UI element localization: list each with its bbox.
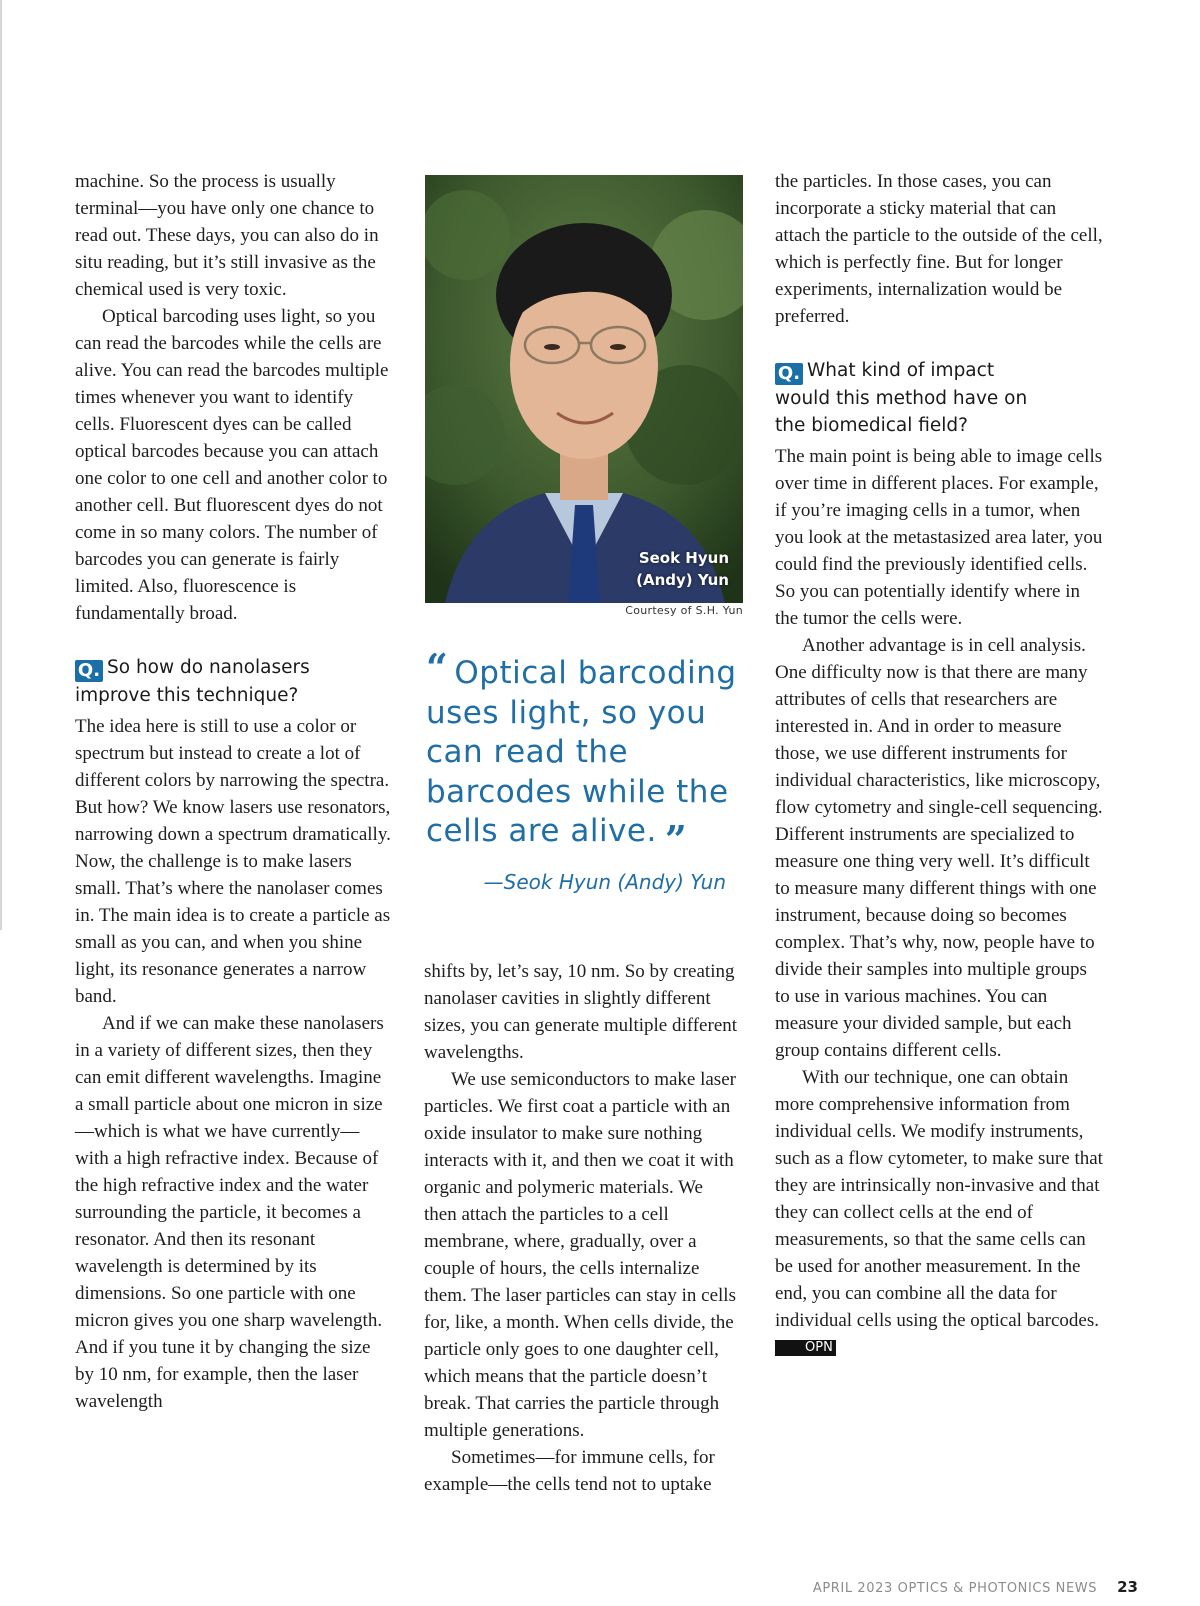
paragraph: Another advantage is in cell analysis. One difficulty now is that there are many attributes of cells that researchers are interested in. And in order to measure those, we use different instruments for individual characteristics, like microscopy, flow cytometry and single-cell sequencing. Different instruments are specialized to measure one thing very well. It’s difficult to measure many different things with one instrument, because doing so becomes complex. That’s why, now, people have to divide their samples into multiple groups to use in various machines. You can measure your divided sample, but each group contains different cells. bbox=[775, 635, 1103, 1061]
page-number: 23 bbox=[1117, 1578, 1138, 1596]
pull-quote bbox=[426, 645, 746, 862]
article-column-3 bbox=[775, 168, 1105, 1361]
paragraph: The main point is being able to image cells over time in different places. For example, if you’re imaging cells in a tumor, when you look at the metastasized area later, you could find the previously identified cells. So you can potentially identify where in the tumor the cells were. bbox=[775, 446, 1103, 629]
question-text: So how do nanolasers improve this technique? bbox=[75, 657, 310, 706]
q-badge-icon: Q. bbox=[775, 363, 803, 385]
footer-text: APRIL 2023 OPTICS & PHOTONICS NEWS bbox=[812, 1581, 1098, 1596]
page-gutter-line bbox=[0, 0, 2, 930]
photo-caption-name: Seok Hyun (Andy) Yun bbox=[636, 549, 729, 589]
photo-credit: Courtesy of S.H. Yun bbox=[625, 604, 743, 617]
paragraph bbox=[775, 1064, 1105, 1361]
paragraph: the particles. In those cases, you can incorporate a sticky material that can attach the particle to the outside of the cell, which is perfectly fine. But for longer experiments, internalization would be preferred. bbox=[775, 171, 1103, 327]
portrait-photo bbox=[425, 175, 743, 603]
paragraph: machine. So the process is usually terminal—you have only one chance to read out. These days, you can also do in situ reading, but it’s still invasive as the chemical used is very toxic. bbox=[75, 171, 379, 300]
question-heading bbox=[75, 654, 393, 709]
q-badge-icon: Q. bbox=[75, 660, 103, 682]
paragraph: The idea here is still to use a color or spectrum but instead to create a lot of different colors by narrowing the spectra. But how? We know lasers use resonators, narrowing down a spectrum dramatically. Now, the challenge is to make lasers small. That’s where the nanolaser comes in. The main idea is to create a particle as small as you can, and when you shine light, its resonance generates a narrow band. bbox=[75, 716, 391, 1007]
pull-quote-text: Optical barcoding uses light, so you can read the barcodes while the cells are alive. bbox=[426, 655, 737, 849]
question-text: What kind of impact would this method have on the biomedical field? bbox=[775, 360, 1028, 436]
close-quote-icon: ” bbox=[664, 817, 688, 862]
page-footer bbox=[813, 1578, 1138, 1596]
pull-quote-attribution: —Seok Hyun (Andy) Yun bbox=[483, 870, 726, 894]
question-heading bbox=[775, 357, 1105, 439]
opn-end-mark: OPN bbox=[775, 1340, 836, 1356]
paragraph: shifts by, let’s say, 10 nm. So by creating nanolaser cavities in slightly different sizes, you can generate multiple different wavelengths. bbox=[424, 961, 738, 1063]
paragraph: Optical barcoding uses light, so you can read the barcodes while the cells are alive. You can read the barcodes multiple times whenever you want to identify cells. Fluorescent dyes can be called optical barcodes because you can attach one color to one cell and another color to another cell. But fluorescent dyes do not come in so many colors. The number of barcodes you can generate is fairly limited. Also, fluorescence is fundamentally broad. bbox=[75, 306, 389, 624]
article-column-1 bbox=[75, 168, 393, 1415]
portrait-illustration bbox=[425, 175, 743, 603]
paragraph: And if we can make these nanolasers in a variety of different sizes, then they can emit different wavelengths. Imagine a small particle about one micron in size—which is what we have currently—with a high refractive index. Because of the high refractive index and the water surrounding the particle, it becomes a resonator. And then its resonant wavelength is determined by its dimensions. So one particle with one micron gives you one sharp wavelength. And if you tune it by changing the size by 10 nm, for example, then the laser wavelength bbox=[75, 1013, 384, 1412]
paragraph: We use semiconductors to make laser particles. We first coat a particle with an oxide insulator to make sure nothing interacts with it, and then we coat it with organic and polymeric materials. We then attach the particles to a cell membrane, where, gradually, over a couple of hours, the cells internalize them. The laser particles can stay in cells for, like, a month. When cells divide, the particle only goes to one daughter cell, which means that the particle doesn’t break. That carries the particle through multiple generations. bbox=[424, 1069, 736, 1441]
article-column-2 bbox=[424, 958, 740, 1498]
paragraph: Sometimes—for immune cells, for example—the cells tend not to uptake bbox=[424, 1447, 715, 1495]
open-quote-icon: “ bbox=[426, 645, 449, 690]
paragraph-text: With our technique, one can obtain more comprehensive information from individual cells. We modify instruments, such as a flow cytometer, to make sure that they are intrinsically non-invasive and that they can collect cells at the end of measurements, so that the same cells can be used for another measurement. In the end, you can combine all the data for individual cells using the optical barcodes. bbox=[775, 1067, 1103, 1331]
